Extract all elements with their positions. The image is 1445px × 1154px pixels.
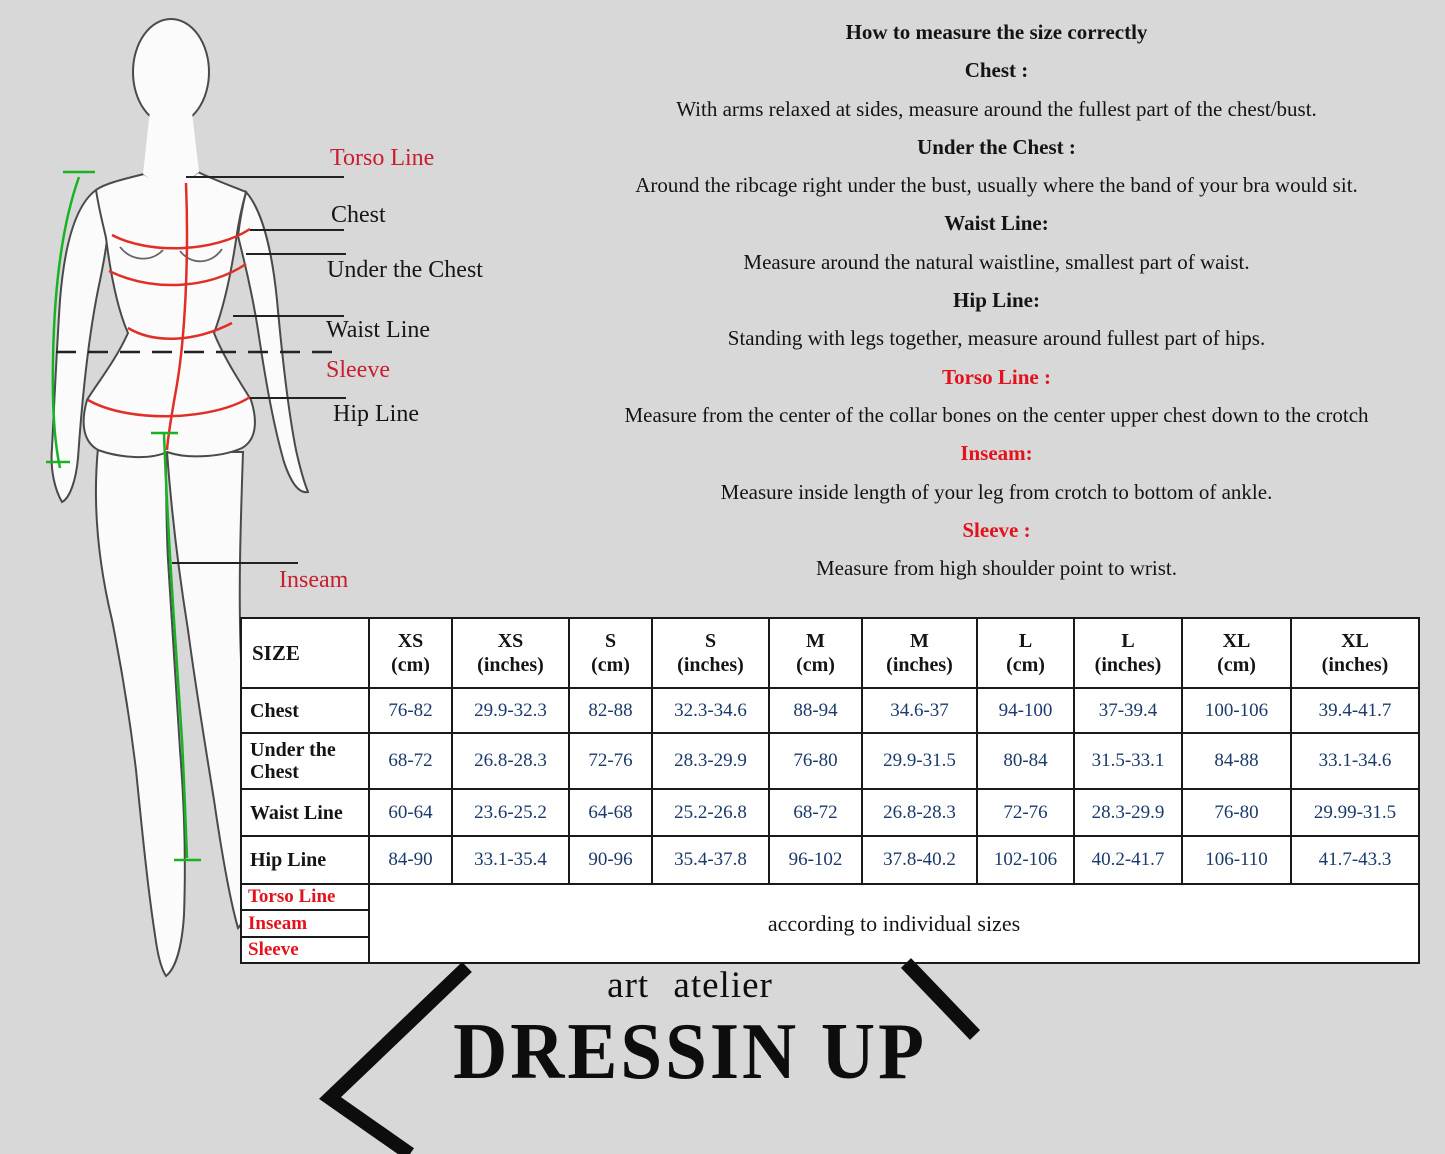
size-cell: 68-72 (769, 789, 862, 836)
size-cell: 32.3-34.6 (652, 688, 769, 733)
size-cell: 29.9-32.3 (452, 688, 569, 733)
instruction-body-chest: With arms relaxed at sides, measure around the fullest part of the chest/bust. (676, 96, 1317, 121)
figure-head (133, 19, 209, 125)
size-cell: 34.6-37 (862, 688, 977, 733)
table-row-torso-line (241, 884, 1419, 910)
size-cell: 35.4-37.8 (652, 836, 769, 884)
row-label-torso-line: Torso Line (241, 884, 369, 910)
figure-neck (143, 110, 199, 184)
row-label-under-chest: Under the Chest (241, 733, 369, 789)
size-cell: 106-110 (1182, 836, 1291, 884)
size-cell: 41.7-43.3 (1291, 836, 1419, 884)
size-cell: 31.5-33.1 (1074, 733, 1182, 789)
size-cell: 68-72 (369, 733, 452, 789)
instruction-heading-hip: Hip Line: (953, 288, 1040, 313)
instruction-body-torso: Measure from the center of the collar bones on the center upper chest down to the crotch (624, 402, 1369, 427)
size-cell: 29.99-31.5 (1291, 789, 1419, 836)
figure-label-sleeve: Sleeve (326, 357, 390, 383)
figure-label-inseam: Inseam (279, 567, 349, 593)
col-header-xl-cm: XL (cm) (1182, 618, 1291, 688)
logo-name: DRESSIN UP (453, 1006, 927, 1097)
instruction-heading-inseam: Inseam: (960, 441, 1033, 466)
figure-left-leg (96, 448, 185, 976)
table-row-chest (241, 688, 1419, 733)
instruction-body-inseam: Measure inside length of your leg from crotch to bottom of ankle. (720, 479, 1273, 504)
col-header-xs-inches: XS (inches) (452, 618, 569, 688)
row-label-inseam: Inseam (241, 910, 369, 937)
figure-right-arm (238, 192, 308, 492)
col-header-xl-inches: XL (inches) (1291, 618, 1419, 688)
size-cell: 82-88 (569, 688, 652, 733)
instruction-heading-sleeve: Sleeve : (962, 517, 1031, 542)
col-header-xs-cm: XS (cm) (369, 618, 452, 688)
instruction-heading-torso: Torso Line : (942, 364, 1051, 389)
size-cell: 84-90 (369, 836, 452, 884)
size-cell: 37.8-40.2 (862, 836, 977, 884)
size-cell: 88-94 (769, 688, 862, 733)
size-cell: 28.3-29.9 (1074, 789, 1182, 836)
instruction-body-waist: Measure around the natural waistline, smallest part of waist. (743, 249, 1250, 274)
row-label-chest: Chest (241, 688, 369, 733)
col-header-l-cm: L (cm) (977, 618, 1074, 688)
size-cell: 25.2-26.8 (652, 789, 769, 836)
size-cell: 33.1-34.6 (1291, 733, 1419, 789)
instruction-body-sleeve: Measure from high shoulder point to wrist. (815, 556, 1178, 581)
instruction-heading-under-chest: Under the Chest : (917, 134, 1076, 159)
size-cell: 72-76 (977, 789, 1074, 836)
table-row-under-chest (241, 733, 1419, 789)
instruction-heading-waist: Waist Line: (944, 211, 1049, 236)
logo-tagline: art atelier (607, 965, 773, 1006)
table-row-hip (241, 836, 1419, 884)
size-cell: 39.4-41.7 (1291, 688, 1419, 733)
size-cell: 96-102 (769, 836, 862, 884)
size-cell: 26.8-28.3 (862, 789, 977, 836)
size-cell: 28.3-29.9 (652, 733, 769, 789)
measuring-instructions (548, 13, 1445, 587)
size-cell: 80-84 (977, 733, 1074, 789)
size-cell: 102-106 (977, 836, 1074, 884)
figure-label-waist-line: Waist Line (326, 317, 431, 343)
instruction-body-under-chest: Around the ribcage right under the bust, usually where the band of your bra would sit. (635, 173, 1358, 198)
figure-label-under-chest: Under the Chest (327, 257, 483, 283)
figure-label-chest: Chest (331, 202, 386, 228)
size-cell: 94-100 (977, 688, 1074, 733)
size-table (240, 617, 1420, 964)
col-header-s-inches: S (inches) (652, 618, 769, 688)
row-label-hip: Hip Line (241, 836, 369, 884)
size-cell: 64-68 (569, 789, 652, 836)
figure-torso (84, 172, 255, 457)
size-cell: 84-88 (1182, 733, 1291, 789)
figure-label-hip-line: Hip Line (333, 401, 419, 427)
col-header-l-inches: L (inches) (1074, 618, 1182, 688)
size-cell: 90-96 (569, 836, 652, 884)
col-header-m-cm: M (cm) (769, 618, 862, 688)
size-cell: 76-82 (369, 688, 452, 733)
size-cell: 60-64 (369, 789, 452, 836)
col-header-s-cm: S (cm) (569, 618, 652, 688)
instructions-title: How to measure the size correctly (845, 20, 1148, 44)
instruction-body-hip: Standing with legs together, measure around fullest part of hips. (727, 326, 1266, 351)
size-cell: 29.9-31.5 (862, 733, 977, 789)
size-cell: 37-39.4 (1074, 688, 1182, 733)
instruction-heading-chest: Chest : (964, 58, 1029, 83)
individual-sizes-note: according to individual sizes (369, 884, 1419, 963)
row-label-sleeve: Sleeve (241, 937, 369, 963)
row-label-waist: Waist Line (241, 789, 369, 836)
size-cell: 100-106 (1182, 688, 1291, 733)
col-header-m-inches: M (inches) (862, 618, 977, 688)
size-cell: 23.6-25.2 (452, 789, 569, 836)
table-header-row (241, 618, 1419, 688)
figure-label-torso-line: Torso Line (330, 145, 435, 171)
size-cell: 40.2-41.7 (1074, 836, 1182, 884)
size-cell: 76-80 (1182, 789, 1291, 836)
size-cell: 72-76 (569, 733, 652, 789)
size-cell: 76-80 (769, 733, 862, 789)
size-cell: 26.8-28.3 (452, 733, 569, 789)
logo (430, 964, 950, 1097)
table-row-waist (241, 789, 1419, 836)
size-header-cell: SIZE (241, 618, 369, 688)
size-cell: 33.1-35.4 (452, 836, 569, 884)
